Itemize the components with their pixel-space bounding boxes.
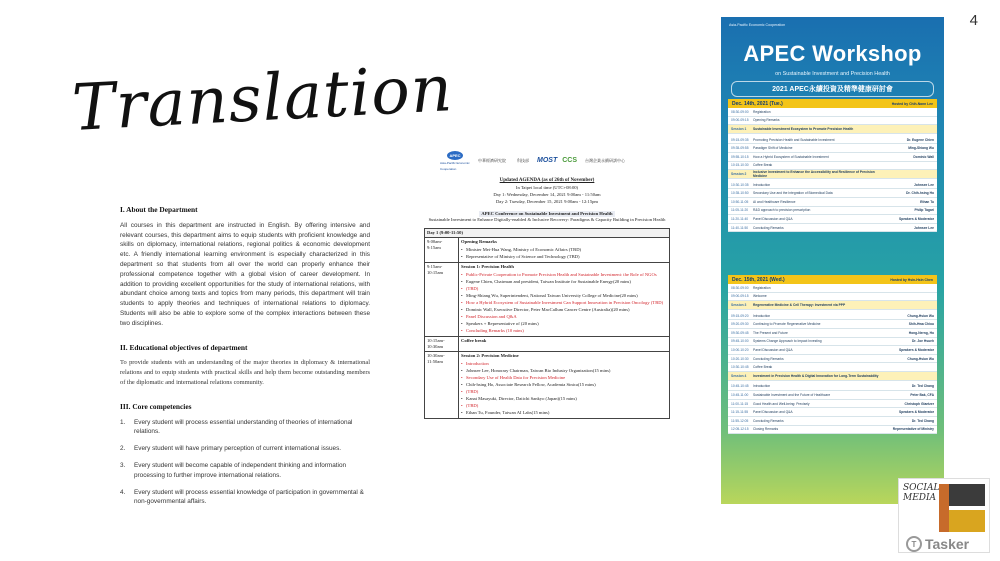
poster-schedule-row [728,224,937,233]
poster-row-title: Welcome [753,294,767,299]
row-item: • (TBD) [461,389,667,395]
row-item: • Ethan Tu, Founder, Taiwan AI Labs(15 mins) [461,410,667,416]
poster-day2-panel [728,275,937,434]
poster-row-title: How a Hybrid Ecosystem of Sustainable Investment [753,154,829,159]
poster-row-speaker: Speakers & Moderator [899,410,934,415]
poster-day-label: Dec. 15th, 2021 (Wed.) [732,276,785,283]
list-item [120,488,370,508]
thumbnail-label-line: MEDIA [903,493,937,503]
poster-row-time: 10:45-10:45 [731,384,749,389]
poster-row-speaker: Dr. Ted Chang [911,418,934,423]
poster-row-time: 10:45-11:00 [731,392,749,397]
poster-schedule-row [728,372,937,381]
apec-logo [440,150,470,172]
poster-row-title: Concluding Remarks [753,356,784,361]
poster-row-speaker: Representative of Ministry [892,427,934,432]
poster-row-title: Introduction [753,384,771,389]
poster-row-time: Session 1 [731,126,747,131]
poster-schedule-row [728,153,937,162]
row-time: 10:15am-10:30am [425,337,459,352]
poster-row-time: 09:00-09:15 [731,294,749,299]
list-item [120,444,370,454]
poster-schedule-row [728,355,937,364]
poster-row-time: 09:20-09:30 [731,322,749,327]
poster-row-time: Session 3 [731,302,747,307]
poster-brand: Asia-Pacific Economic Cooperation [729,23,786,27]
poster-row-speaker: Chung-Hsiun Wu [907,313,934,318]
item-text: Every student will become capable of independent thinking and information processing to further improve international relations. [134,461,347,479]
poster-row-time: 10:20-10:30 [731,356,749,361]
row-item: • (TBD) [461,286,667,292]
poster-schedule-row [728,426,937,435]
poster-row-speaker: Johnsee Lee [914,225,934,230]
agenda-document [418,148,676,503]
poster-row-title: Registration [753,109,771,114]
thumbnail-image [949,510,985,532]
poster-row-title: Inclusive Investment to Enhance the Accessibility and Resilience of Precision Medicine [753,169,875,178]
poster-schedule-row [728,400,937,409]
poster-row-speaker: Peter Bak, CFA [910,392,934,397]
table-row [425,337,670,352]
row-time: 9:15am-10:15am [425,263,459,337]
poster-schedule-row [728,181,937,190]
poster-schedule-row [728,329,937,338]
agenda-heading [418,178,676,205]
table-row [425,263,670,337]
poster-row-title: Promoting Precision Health and Sustainable Investment [753,137,835,142]
section-body: All courses in this department are instructed in English. By offering intensive and relevant courses, this department aims to equip students with proficient knowledge and skills on diplomacy, international relations, regional politics & economic development etc. A friendly international learning environment is especially characterized in this department so that students from all over the world can properly enhance their professional competence together with a global vision of career development. In addition to providing excellent opportunities for the study of international relations, with abundant choice among texts and topics from many periods, this department will train students to apply theories and techniques of international relations to diplomacy. Students will also be able to explore some of the complex interactions between these two disciplines. [120,221,370,327]
day-header: Day 1 (9:00-11:50) [425,229,670,238]
poster-day1-panel [728,99,937,232]
poster-row-title: Good Health and Well-being: Precisely [753,401,810,406]
poster-row-time: 11:00-11:15 [731,401,749,406]
poster-row-title: Sustainable Investment Ecosystem to Promote Precision Health [753,126,854,131]
tasker-watermark [906,536,969,552]
poster-row-time: 11:55-12:05 [731,418,749,423]
poster-row-time: 09:30-09:45 [731,330,749,335]
poster-schedule-row [728,284,937,293]
poster-row-speaker: Dr. Chih-hsing Ho [906,191,934,196]
poster-day-rows [728,284,937,434]
thumbnail-image [939,484,949,532]
row-time: 9:00am-9:15am [425,238,459,263]
poster-row-title: Coffee Break [753,365,773,370]
row-item: • Dominic Wall, Executive Director, Peter MacCallum Cancer Centre (Australia)(20 mins) [461,307,667,313]
row-session: Session 2: Precision Medicine [461,353,519,358]
section-heading: I. About the Department [120,205,198,214]
slide-number: 4 [969,12,978,29]
poster-row-speaker: Philip Tagari [914,208,934,213]
poster-row-speaker: Ethan Tu [920,199,934,204]
row-item: • (TBD) [461,403,667,409]
watermark-text: Tasker [925,536,970,552]
most-logo: MOST [537,157,558,164]
poster-schedule-row [728,108,937,117]
poster-row-speaker: Dr. Joe Hsueh [912,339,934,344]
poster-row-title: The Present and Future [753,330,788,335]
poster-schedule-row [728,346,937,355]
poster-row-time: 10:15-10:30 [731,163,749,168]
row-item: • Minister Mei-Hua Wang, Ministry of Economic Affairs (TBD) [461,247,667,253]
poster-row-title: Coffee Break [753,163,773,168]
poster-row-title: Sustainable Investment and the Future of Healthcare [753,392,831,397]
apec-caption: Asia-Pacific Economic Cooperation [440,160,470,171]
poster-row-title: Secondary Use and the Integration of Biomedical Data [753,191,833,196]
item-number: 3. [120,461,126,469]
poster-row-title: Concluding Remarks [753,225,784,230]
poster-row-time: Session 2 [731,171,747,176]
competency-list [120,418,370,508]
poster-row-speaker: Dominic Wall [913,154,934,159]
row-item: • Panel Discussion and Q&A [461,314,667,320]
poster-schedule-row [728,117,937,126]
poster-row-speaker: Dr. Ted Chang [911,384,934,389]
poster-schedule-row [728,215,937,224]
row-time: 10:30am-11:50am [425,352,459,419]
item-text: Every student will process essential understanding of theories of international relations. [134,418,353,436]
row-item: • Representative of Ministry of Science and Technology (TBD) [461,254,667,260]
poster-schedule-row [728,293,937,302]
poster-row-time: 09:15-09:20 [731,313,749,318]
poster-row-time: 10:30-10:45 [731,365,749,370]
poster-row-title: Registration [753,285,771,290]
poster-schedule-row [728,338,937,347]
poster-schedule-row [728,189,937,198]
poster-row-speaker: Chung-Hsiun Wu [907,356,934,361]
row-session: Opening Remarks [461,239,497,244]
poster-row-time: 11:15-11:55 [731,410,749,415]
poster-row-time: 09:00-09:15 [731,118,749,123]
tasker-logo-icon: T [906,536,922,552]
poster-row-title: Systems Change Approach to Impact Investing [753,339,822,344]
table-row [425,238,670,263]
poster-schedule-row [728,417,937,426]
item-number: 1. [120,418,126,426]
poster-row-time: 11:05-11:20 [731,208,749,213]
slide-title: Translation [70,52,455,146]
poster-row-time: 08:30-09:00 [731,285,749,290]
row-content [459,238,670,263]
poster-schedule-row [728,391,937,400]
ccs-caption: 台灣企業永續研訓中心 [585,158,626,163]
row-item: • Public-Private Cooperation to Promote Precision Health and Sustainable Investment: the Role of NGOs [461,272,667,278]
poster-day-rows [728,108,937,232]
item-text: Every student will process essential knowledge of participation in governmental & non-governmental affairs. [134,488,364,506]
poster-row-speaker: Speakers & Moderator [899,216,934,221]
poster-row-time: 11:20-11:40 [731,216,749,221]
agenda-title: Updated AGENDA (as of 26th of November) [499,178,595,183]
poster-day-bar [728,275,937,284]
poster-schedule-row [728,198,937,207]
row-session: Session 1: Precision Health [461,264,514,269]
poster-schedule-row [728,162,937,171]
thumbnail-label [903,483,939,503]
agenda-day1: Day 1: Wednesday, December 14, 2021 9:00am - 11:50am [493,192,601,197]
thumbnail-label-line: SOCIAL [903,483,940,493]
poster-schedule-row [728,408,937,417]
poster-day-host: Hosted by Chih-Nann Lee [891,101,933,106]
poster-row-title: Introduction [753,182,771,187]
poster-row-title: Panel Discussion and Q&A [753,347,793,352]
poster-row-time: 12:05-12:15 [731,427,749,432]
row-item: • Kanai Masayuki, Director, Daiichi Sankyo (Japan)(15 mins) [461,396,667,402]
poster-day-bar [728,99,937,108]
poster-row-speaker: Hong-Nerng, Ho [908,330,934,335]
poster-row-time: 09:45-10:00 [731,339,749,344]
poster-schedule-row [728,170,937,179]
department-document [120,205,370,514]
poster-schedule-row [728,312,937,321]
poster-row-time: 09:55-10:15 [731,154,749,159]
poster-row-time: 09:15-09:35 [731,137,749,142]
item-number: 4. [120,488,126,496]
poster-schedule-row [728,363,937,372]
row-content [459,263,670,337]
poster-schedule-row [728,136,937,145]
poster-row-speaker: Shih-Hwa Chiou [908,322,934,327]
poster-schedule-row [728,301,937,310]
poster-row-title: R&D approach to precision prescription [753,208,811,213]
row-item: • Secondary Use of Health Data for Precision Medicine [461,375,667,381]
poster-row-speaker: Speakers & Moderator [899,347,934,352]
cier-logo: 中華經濟研究院 [478,158,506,163]
poster-schedule-row [728,125,937,134]
row-item: • Concluding Remarks (10 mins) [461,328,667,334]
poster-schedule-row [728,144,937,153]
table-row [425,352,670,419]
poster-row-time: 08:30-09:00 [731,109,749,114]
row-item: • Ming-Shiang Wu, Superintendent, National Taiwan University College of Medicine(20 mins) [461,293,667,299]
poster-row-speaker: Christoph Glaetzer [904,401,934,406]
poster-row-title: Investment in Precision Health & Digital Innovation for Long-Term Sustainability [753,373,879,378]
item-number: 2. [120,445,126,453]
poster-row-speaker: Dr. Eugene Chien [906,137,934,142]
poster-day-label: Dec. 14th, 2021 (Tue.) [732,100,783,107]
poster-title: APEC Workshop [743,41,922,66]
poster-row-title: Closing Remarks [753,427,779,432]
row-session: Coffee break [461,338,487,343]
poster-row-title: Paradigm Shift of Medicine [753,146,793,151]
item-text: Every student will have primary perception of current international issues. [134,445,342,453]
poster-row-speaker: Johnsee Lee [914,182,934,187]
row-item: • Speakers + Representative of (20 mins) [461,321,667,327]
poster-row-time: Session 4 [731,373,747,378]
section-body: To provide students with an understanding of the major theories in diplomacy & international relations and to equip students with practical skills and help them become outstanding members of the diplomatic and international relations community. [120,359,370,386]
logo-strip [440,148,676,174]
poster-subtitle: on Sustainable Investment and Precision Health [775,71,890,77]
section-heading: II. Educational objectives of department [120,342,248,352]
poster-row-title: Opening Remarks [753,118,780,123]
poster-row-time: 10:00-10:20 [731,347,749,352]
poster-row-time: 11:40-11:50 [731,225,749,230]
row-item: • How a Hybrid Ecosystem of Sustainable Investment Can Support Innovation in Precision Oncology (TBD) [461,300,667,306]
poster-row-title: Panel Discussion and Q&A [753,216,793,221]
list-item [120,461,370,481]
conference-subtitle: Sustainable Investment to Enhance Digitally-enabled & Inclusive Recovery: Paradigms & Capacity Building in Precision Health [428,217,666,222]
poster-row-time: 10:30-10:35 [731,182,749,187]
apec-mark: APEC [447,151,463,160]
thumbnail-image [949,484,985,506]
conference-title: APEC Conference on Sustainable Investment and Precision Health [481,211,613,216]
section-heading: III. Core competencies [120,401,192,411]
poster-row-title: Panel Discussion and Q&A [753,410,793,415]
poster-title-cn: 2021 APEC永續投資及精準健康研討會 [731,81,934,97]
agenda-table [424,228,670,419]
poster-day-host: Hosted by Hsin-Hsin Chen [890,277,933,282]
poster-row-time: 10:50-11:05 [731,199,749,204]
row-item: • Johnsee Lee, Honorary Chairman, Taiwan Bio Industry Organization(15 mins) [461,368,667,374]
poster-row-title: Concluding Remarks [753,418,784,423]
poster-schedule-row [728,320,937,329]
most-cn-logo: 科技部 [517,158,529,163]
poster-row-time: 09:35-09:55 [731,146,749,151]
workshop-poster [721,17,944,504]
row-content [459,337,670,352]
poster-row-title: AI and Healthcare Resilience [753,199,796,204]
row-item: • Introduction [461,361,667,367]
agenda-day2: Day 2: Tuesday, December 15, 2021 9:00am - 12:15pm [495,199,599,204]
poster-row-title: Regenerative Medicine & Cell Therapy: Investment via PPP [753,302,846,307]
poster-schedule-row [728,383,937,392]
agenda-timezone: In Taipei local time (UTC+08:00) [515,185,579,190]
row-content [459,352,670,419]
ccs-logo: CCS [562,157,578,164]
poster-row-title: Continuing to Promote Regenerative Medicine [753,322,821,327]
poster-row-time: 10:35-10:50 [731,191,749,196]
conference-title-block [418,211,676,223]
row-item: • Eugene Chien, Chairman and president, Taiwan Institute for Sustainable Energy(20 mins) [461,279,667,285]
row-item: • Chih-hsing Ho, Associate Research Fellow, Academia Sinica(15 mins) [461,382,667,388]
poster-row-title: Introduction [753,313,771,318]
poster-schedule-row [728,207,937,216]
poster-row-speaker: Ming-Shiang Wu [908,146,934,151]
list-item [120,418,370,438]
